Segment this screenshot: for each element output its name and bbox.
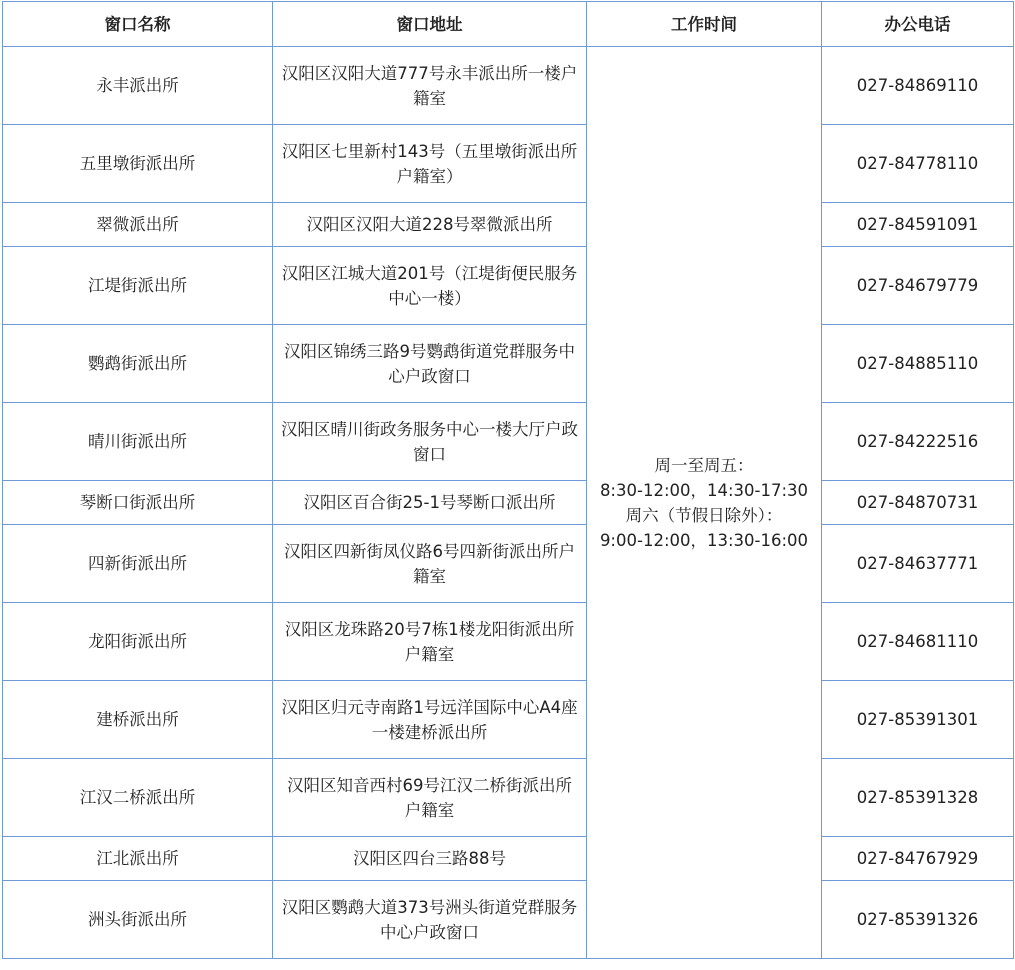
station-name: 江汉二桥派出所 (3, 759, 273, 837)
header-window-address: 窗口地址 (273, 2, 587, 47)
header-window-name: 窗口名称 (3, 2, 273, 47)
hours-weekday-times: 8:30-12:00，14:30-17:30 (599, 480, 809, 500)
station-address: 汉阳区汉阳大道228号翠微派出所 (273, 203, 587, 247)
table-row (3, 125, 1014, 203)
work-hours-cell (587, 47, 822, 959)
station-phone: 027-84885110 (822, 325, 1014, 403)
station-phone: 027-84767929 (822, 837, 1014, 881)
header-work-hours: 工作时间 (587, 2, 822, 47)
station-phone: 027-84679779 (822, 247, 1014, 325)
station-address: 汉阳区汉阳大道777号永丰派出所一楼户籍室 (273, 47, 587, 125)
station-phone: 027-85391326 (822, 881, 1014, 959)
station-address: 汉阳区锦绣三路9号鹦鹉街道党群服务中心户政窗口 (273, 325, 587, 403)
station-phone: 027-84869110 (822, 47, 1014, 125)
table-row (3, 681, 1014, 759)
table-row (3, 247, 1014, 325)
station-name: 江堤街派出所 (3, 247, 273, 325)
station-address: 汉阳区龙珠路20号7栋1楼龙阳街派出所户籍室 (273, 603, 587, 681)
table-row (3, 525, 1014, 603)
station-name: 建桥派出所 (3, 681, 273, 759)
table-row (3, 837, 1014, 881)
table-row (3, 603, 1014, 681)
table-row (3, 325, 1014, 403)
station-phone: 027-84681110 (822, 603, 1014, 681)
station-address: 汉阳区百合街25-1号琴断口派出所 (273, 481, 587, 525)
table-row (3, 481, 1014, 525)
station-phone: 027-84222516 (822, 403, 1014, 481)
table-row (3, 47, 1014, 125)
station-name: 翠微派出所 (3, 203, 273, 247)
station-phone: 027-84778110 (822, 125, 1014, 203)
station-address: 汉阳区七里新村143号（五里墩街派出所户籍室） (273, 125, 587, 203)
station-phone: 027-84637771 (822, 525, 1014, 603)
station-address: 汉阳区鹦鹉大道373号洲头街道党群服务中心户政窗口 (273, 881, 587, 959)
table-row (3, 881, 1014, 959)
station-phone: 027-84870731 (822, 481, 1014, 525)
header-row (3, 2, 1014, 47)
station-name: 江北派出所 (3, 837, 273, 881)
station-address: 汉阳区知音西村69号江汉二桥街派出所户籍室 (273, 759, 587, 837)
station-address: 汉阳区江城大道201号（江堤街便民服务中心一楼） (273, 247, 587, 325)
table-row (3, 403, 1014, 481)
station-name: 五里墩街派出所 (3, 125, 273, 203)
header-office-phone: 办公电话 (822, 2, 1014, 47)
station-name: 四新街派出所 (3, 525, 273, 603)
hours-saturday-times: 9:00-12:00，13:30-16:00 (599, 530, 809, 550)
police-station-table (2, 1, 1014, 959)
station-phone: 027-84591091 (822, 203, 1014, 247)
station-name: 琴断口街派出所 (3, 481, 273, 525)
station-name: 晴川街派出所 (3, 403, 273, 481)
station-name: 洲头街派出所 (3, 881, 273, 959)
station-address: 汉阳区归元寺南路1号远洋国际中心A4座一楼建桥派出所 (273, 681, 587, 759)
hours-saturday-label: 周六（节假日除外）： (625, 505, 783, 525)
station-address: 汉阳区四新街凤仪路6号四新街派出所户籍室 (273, 525, 587, 603)
station-address: 汉阳区四台三路88号 (273, 837, 587, 881)
table-row (3, 203, 1014, 247)
station-name: 永丰派出所 (3, 47, 273, 125)
station-phone: 027-85391301 (822, 681, 1014, 759)
station-address: 汉阳区晴川街政务服务中心一楼大厅户政窗口 (273, 403, 587, 481)
hours-weekday-label: 周一至周五： (654, 455, 754, 475)
table-row (3, 759, 1014, 837)
station-phone: 027-85391328 (822, 759, 1014, 837)
station-name: 龙阳街派出所 (3, 603, 273, 681)
station-name: 鹦鹉街派出所 (3, 325, 273, 403)
